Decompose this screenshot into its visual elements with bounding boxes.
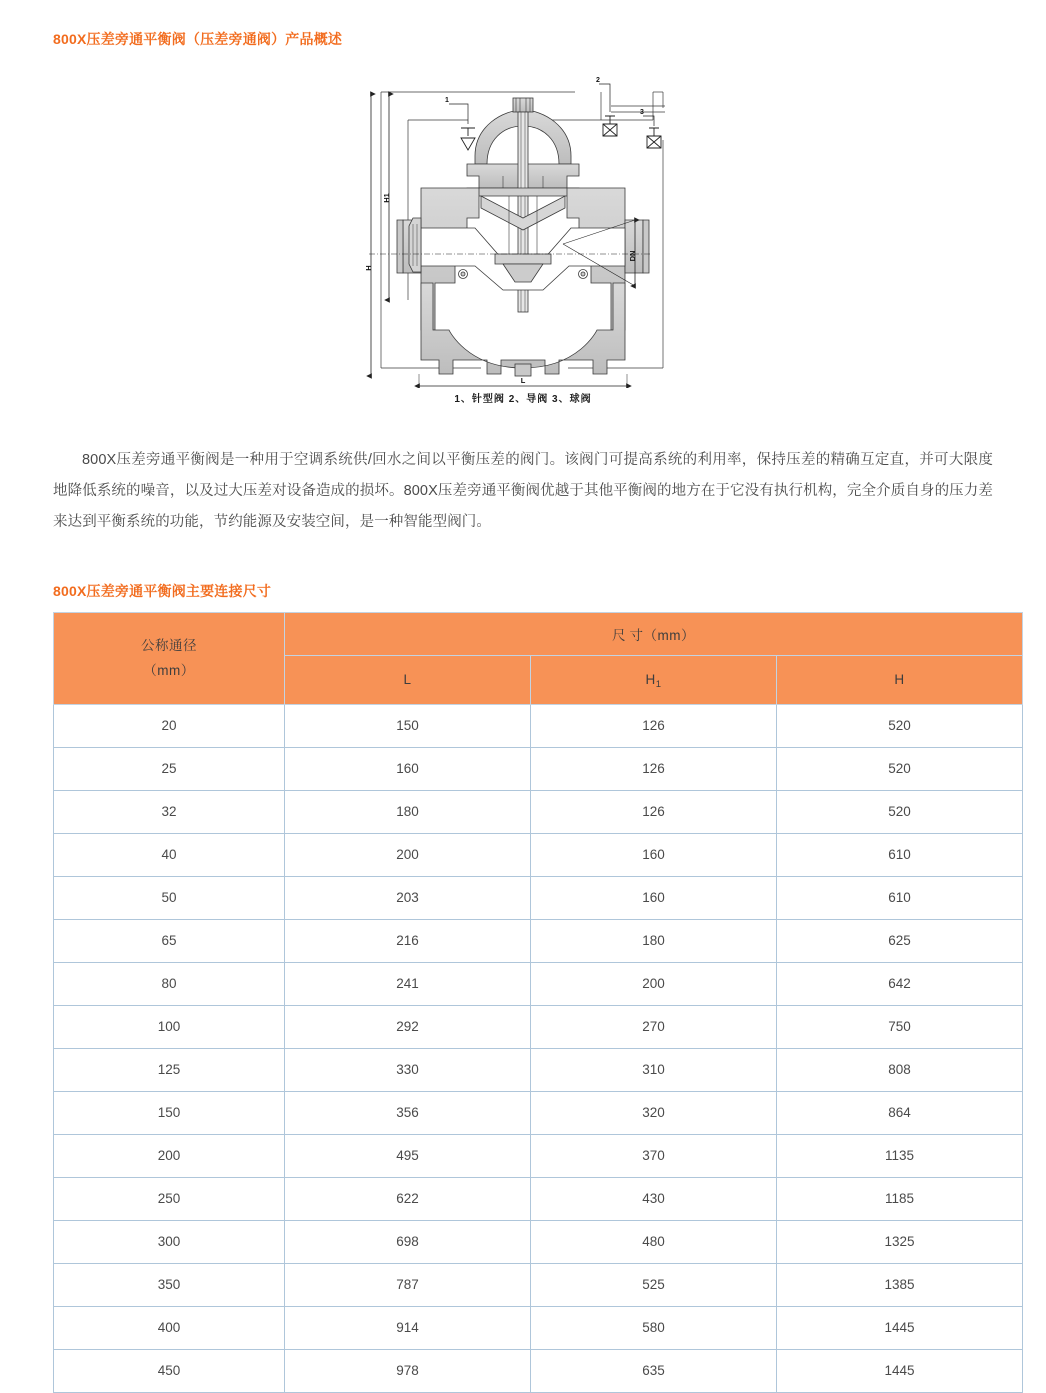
cell-l: 914 bbox=[285, 1306, 531, 1349]
header-col-h1-subscript: 1 bbox=[655, 679, 662, 691]
valve-diagram-container bbox=[0, 68, 1046, 388]
cell-nominal-diameter: 32 bbox=[54, 790, 285, 833]
header-col-h: H bbox=[777, 655, 1023, 704]
table-body bbox=[54, 704, 1023, 1392]
valve-cross-section-diagram bbox=[363, 68, 683, 388]
table-row bbox=[54, 1091, 1023, 1134]
cell-l: 203 bbox=[285, 876, 531, 919]
table-row bbox=[54, 1134, 1023, 1177]
cell-h: 1185 bbox=[777, 1177, 1023, 1220]
table-row bbox=[54, 876, 1023, 919]
diagram-callout-3-label: 3 bbox=[640, 108, 644, 116]
cell-h1: 430 bbox=[531, 1177, 777, 1220]
valve-diagram-svg bbox=[363, 68, 683, 388]
diagram-dimension-l-label: L bbox=[520, 375, 526, 385]
cell-nominal-diameter: 100 bbox=[54, 1005, 285, 1048]
cell-h1: 370 bbox=[531, 1134, 777, 1177]
table-row bbox=[54, 747, 1023, 790]
table-row bbox=[54, 919, 1023, 962]
cell-h: 610 bbox=[777, 876, 1023, 919]
table-row bbox=[54, 833, 1023, 876]
diagram-dimension-dn-label: DN bbox=[628, 250, 637, 262]
cell-nominal-diameter: 300 bbox=[54, 1220, 285, 1263]
table-row bbox=[54, 704, 1023, 747]
cell-nominal-diameter: 450 bbox=[54, 1349, 285, 1392]
cell-h1: 635 bbox=[531, 1349, 777, 1392]
table-row bbox=[54, 1220, 1023, 1263]
cell-h1: 126 bbox=[531, 704, 777, 747]
cell-nominal-diameter: 125 bbox=[54, 1048, 285, 1091]
cell-nominal-diameter: 25 bbox=[54, 747, 285, 790]
cell-h1: 480 bbox=[531, 1220, 777, 1263]
cell-nominal-diameter: 20 bbox=[54, 704, 285, 747]
cell-nominal-diameter: 150 bbox=[54, 1091, 285, 1134]
header-nominal-diameter bbox=[54, 612, 285, 704]
cell-h: 642 bbox=[777, 962, 1023, 1005]
section-title-dimensions: 800X压差旁通平衡阀主要连接尺寸 bbox=[53, 583, 272, 600]
table-row bbox=[54, 962, 1023, 1005]
table-row bbox=[54, 1306, 1023, 1349]
cell-nominal-diameter: 350 bbox=[54, 1263, 285, 1306]
cell-nominal-diameter: 200 bbox=[54, 1134, 285, 1177]
cell-h1: 160 bbox=[531, 833, 777, 876]
cell-l: 241 bbox=[285, 962, 531, 1005]
cell-nominal-diameter: 80 bbox=[54, 962, 285, 1005]
product-overview-paragraph: 800X压差旁通平衡阀是一种用于空调系统供/回水之间以平衡压差的阀门。该阀门可提高系统的利用率，保持压差的精确互定直，并可大限度地降低系统的噪音，以及过大压差对设备造成的损坏。800X压差旁通平衡阀优越于其他平衡阀的地方在于它没有执行机构，完全介质自身的压力差来达到平衡系统的功能，节约能源及安装空间，是一种智能型阀门。 bbox=[53, 451, 993, 530]
cell-l: 150 bbox=[285, 704, 531, 747]
cell-l: 698 bbox=[285, 1220, 531, 1263]
product-page bbox=[0, 30, 1046, 1393]
header-dimensions-group-prefix: 尺 bbox=[612, 627, 630, 643]
cell-h: 520 bbox=[777, 790, 1023, 833]
header-nominal-diameter-line1: 公称通径 bbox=[141, 637, 197, 653]
page-title-overview: 800X压差旁通平衡阀（压差旁通阀）产品概述 bbox=[53, 31, 343, 47]
cell-h: 1325 bbox=[777, 1220, 1023, 1263]
diagram-dimension-h-label: H bbox=[364, 264, 373, 271]
cell-h: 520 bbox=[777, 747, 1023, 790]
cell-h1: 126 bbox=[531, 790, 777, 833]
cell-l: 160 bbox=[285, 747, 531, 790]
cell-h1: 126 bbox=[531, 747, 777, 790]
cell-l: 787 bbox=[285, 1263, 531, 1306]
cell-h1: 200 bbox=[531, 962, 777, 1005]
cell-h: 808 bbox=[777, 1048, 1023, 1091]
cell-h: 750 bbox=[777, 1005, 1023, 1048]
cell-h: 1385 bbox=[777, 1263, 1023, 1306]
cell-l: 622 bbox=[285, 1177, 531, 1220]
cell-h: 1135 bbox=[777, 1134, 1023, 1177]
cell-nominal-diameter: 65 bbox=[54, 919, 285, 962]
cell-l: 978 bbox=[285, 1349, 531, 1392]
header-dimensions-group-suffix: 寸（mm） bbox=[629, 627, 696, 643]
cell-h1: 180 bbox=[531, 919, 777, 962]
cell-l: 180 bbox=[285, 790, 531, 833]
table-row bbox=[54, 1177, 1023, 1220]
cell-h: 520 bbox=[777, 704, 1023, 747]
header-dimensions-group bbox=[285, 612, 1023, 655]
cell-h1: 580 bbox=[531, 1306, 777, 1349]
diagram-callout-2-label: 2 bbox=[596, 76, 600, 84]
table-row bbox=[54, 1048, 1023, 1091]
header-nominal-diameter-line2: （mm） bbox=[143, 663, 195, 679]
header-col-l: L bbox=[285, 655, 531, 704]
cell-h: 1445 bbox=[777, 1306, 1023, 1349]
diagram-legend-caption: 1、针型阀 2、导阀 3、球阀 bbox=[454, 393, 592, 405]
cell-nominal-diameter: 250 bbox=[54, 1177, 285, 1220]
cell-nominal-diameter: 40 bbox=[54, 833, 285, 876]
cell-h1: 270 bbox=[531, 1005, 777, 1048]
connection-dimensions-table bbox=[53, 612, 1023, 1393]
table-row bbox=[54, 1005, 1023, 1048]
cell-l: 330 bbox=[285, 1048, 531, 1091]
header-col-h1 bbox=[531, 655, 777, 704]
cell-h1: 320 bbox=[531, 1091, 777, 1134]
cell-l: 495 bbox=[285, 1134, 531, 1177]
table-header-row-1 bbox=[54, 612, 1023, 655]
diagram-callout-1-label: 1 bbox=[445, 96, 449, 104]
cell-h: 1445 bbox=[777, 1349, 1023, 1392]
cell-l: 200 bbox=[285, 833, 531, 876]
cell-h1: 310 bbox=[531, 1048, 777, 1091]
header-col-h1-base: H bbox=[645, 672, 656, 688]
cell-l: 216 bbox=[285, 919, 531, 962]
cell-h1: 160 bbox=[531, 876, 777, 919]
cell-h: 625 bbox=[777, 919, 1023, 962]
spacer bbox=[0, 538, 1046, 582]
diagram-dimension-h1-label: H1 bbox=[382, 192, 391, 203]
cell-h: 610 bbox=[777, 833, 1023, 876]
table-row bbox=[54, 1349, 1023, 1392]
cell-nominal-diameter: 50 bbox=[54, 876, 285, 919]
cell-h: 864 bbox=[777, 1091, 1023, 1134]
cell-l: 292 bbox=[285, 1005, 531, 1048]
table-row bbox=[54, 790, 1023, 833]
table-header bbox=[54, 612, 1023, 704]
cell-l: 356 bbox=[285, 1091, 531, 1134]
table-row bbox=[54, 1263, 1023, 1306]
cell-nominal-diameter: 400 bbox=[54, 1306, 285, 1349]
cell-h1: 525 bbox=[531, 1263, 777, 1306]
